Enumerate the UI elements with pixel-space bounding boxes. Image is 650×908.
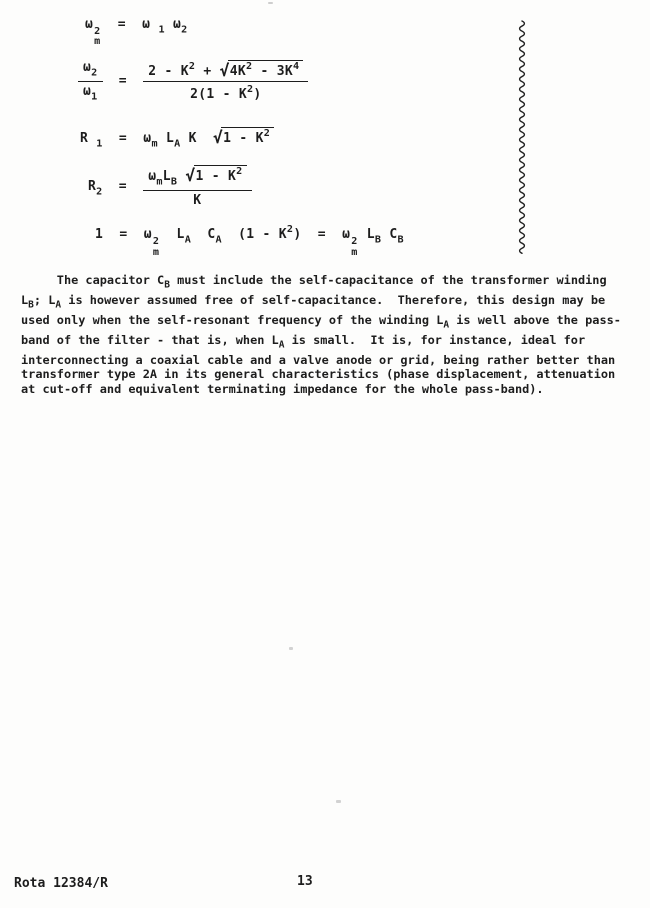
- math-text: 1 - K: [223, 131, 264, 147]
- radicand: [221, 127, 274, 146]
- subscript: A: [55, 299, 62, 311]
- math-text: - 3K: [252, 64, 294, 80]
- subscript: B: [28, 299, 34, 311]
- scan-artifact-dot: [268, 2, 273, 4]
- numerator: [78, 60, 103, 82]
- math-text: R: [80, 131, 97, 147]
- math-text: C: [381, 227, 398, 243]
- superscript: 2: [286, 224, 294, 235]
- math-text: ω: [164, 17, 182, 32]
- subscript: B: [170, 176, 178, 188]
- paragraph-line: [21, 353, 633, 367]
- radical-sign-icon: √: [185, 166, 196, 186]
- subscript: A: [215, 234, 222, 246]
- math-text: =: [102, 178, 144, 194]
- radicand: [194, 165, 247, 184]
- superscript: 2: [263, 128, 271, 139]
- subscript: 1: [158, 24, 165, 36]
- math-text: L: [160, 227, 185, 243]
- superscript: 2: [236, 166, 243, 177]
- math-text: ω: [148, 169, 157, 185]
- math-text: = ω: [101, 17, 159, 32]
- radical-sign-icon: √: [213, 128, 224, 148]
- math-text: band of the filter - that is, when L: [21, 332, 279, 347]
- math-text: K: [180, 131, 214, 147]
- subscript: B: [374, 234, 382, 246]
- equation-group-squiggle-brace: [516, 20, 528, 254]
- math-text: at cut-off and equivalent terminating impedance for the whole pass-band).: [21, 381, 544, 396]
- square-root: [213, 128, 274, 148]
- math-text: +: [195, 64, 220, 80]
- equation-unity-resonance: [95, 224, 404, 258]
- footer-doc-reference: Rota 12384/R: [14, 876, 108, 891]
- subscript: m: [151, 138, 158, 150]
- sup-sub-stack: [93, 27, 101, 47]
- subscript: m: [351, 246, 358, 258]
- math-text: 2(1 - K: [190, 87, 247, 103]
- subscript: 2: [91, 67, 98, 79]
- math-text: ω: [83, 60, 92, 76]
- math-text: ω: [83, 83, 92, 99]
- math-text: is small. It is, for instance, ideal for: [284, 332, 586, 347]
- equation-band-edge-ratio: [78, 60, 308, 102]
- subscript: B: [397, 234, 404, 246]
- sup-sub-stack: [350, 237, 358, 257]
- fraction: [143, 60, 308, 102]
- body-paragraph: [21, 273, 633, 396]
- superscript: 2: [152, 236, 160, 248]
- subscript: A: [174, 138, 181, 150]
- subscript: 1: [96, 138, 103, 150]
- numerator: [143, 165, 251, 191]
- equation-r1: [80, 127, 274, 150]
- subscript: m: [152, 246, 160, 258]
- math-text: 1 = ω: [95, 227, 152, 243]
- superscript: 2: [351, 236, 358, 248]
- math-text: =: [102, 73, 144, 89]
- math-text: (1 - K: [221, 227, 287, 243]
- square-root: [219, 61, 304, 81]
- subscript: m: [156, 176, 163, 188]
- scan-artifact-dot: [289, 647, 293, 650]
- math-text: 1 - K: [195, 169, 237, 185]
- math-text: 2 - K: [148, 64, 189, 80]
- fraction: [78, 60, 103, 102]
- denominator: [190, 82, 261, 102]
- paragraph-line: [21, 293, 633, 313]
- denominator: [193, 191, 201, 208]
- subscript: A: [278, 339, 285, 351]
- fraction: [143, 165, 251, 208]
- superscript: 2: [188, 61, 196, 72]
- paragraph-line: [21, 367, 633, 381]
- superscript: 2: [246, 84, 254, 96]
- math-text: L: [157, 131, 175, 147]
- math-text: L: [358, 227, 375, 243]
- math-text: = ω: [102, 131, 152, 147]
- math-text: The capacitor C: [21, 273, 165, 287]
- paragraph-line: [21, 273, 633, 293]
- math-text: transformer type 2A in its general characteristics (phase displacement, attenuation: [21, 367, 616, 382]
- math-text: interconnecting a coaxial cable and a valve anode or grid, being rather better than: [21, 352, 616, 367]
- math-text: L: [21, 292, 29, 307]
- radicand: [228, 60, 304, 79]
- math-text: is however assumed free of self-capacitance. Therefore, this design may be: [61, 292, 606, 307]
- math-text: used only when the self-resonant frequency of the winding L: [21, 312, 444, 327]
- math-text: ): [253, 87, 262, 103]
- subscript: 2: [181, 24, 188, 36]
- subscript: A: [184, 234, 192, 246]
- math-text: K: [193, 192, 202, 208]
- math-text: ω: [85, 17, 94, 32]
- denominator: [83, 82, 98, 103]
- math-text: must include the self-capacitance of the transformer winding: [169, 273, 607, 287]
- subscript: A: [443, 319, 450, 331]
- superscript: 2: [94, 26, 101, 38]
- superscript: 4: [293, 61, 300, 72]
- paragraph-line: [21, 313, 633, 333]
- paragraph-line: [21, 382, 633, 396]
- subscript: 1: [91, 91, 98, 103]
- subscript: B: [164, 279, 170, 291]
- math-text: R: [88, 178, 97, 194]
- math-text: ) = ω: [293, 227, 351, 243]
- equation-r2: [88, 165, 252, 208]
- math-text: 4K: [229, 64, 246, 80]
- math-text: is well above the pass-: [449, 312, 621, 327]
- scan-artifact-dot: [336, 800, 341, 803]
- subscript: 2: [96, 186, 103, 198]
- radical-sign-icon: √: [219, 61, 230, 81]
- subscript: m: [94, 36, 101, 48]
- footer-page-number: 13: [297, 874, 313, 889]
- math-text: ; L: [33, 292, 56, 307]
- math-text: C: [191, 227, 216, 243]
- superscript: 2: [245, 61, 253, 72]
- paragraph-line: [21, 333, 633, 353]
- math-text: L: [162, 169, 171, 185]
- square-root: [185, 166, 246, 186]
- numerator: [143, 60, 308, 82]
- equation-mean-frequency: [85, 17, 188, 48]
